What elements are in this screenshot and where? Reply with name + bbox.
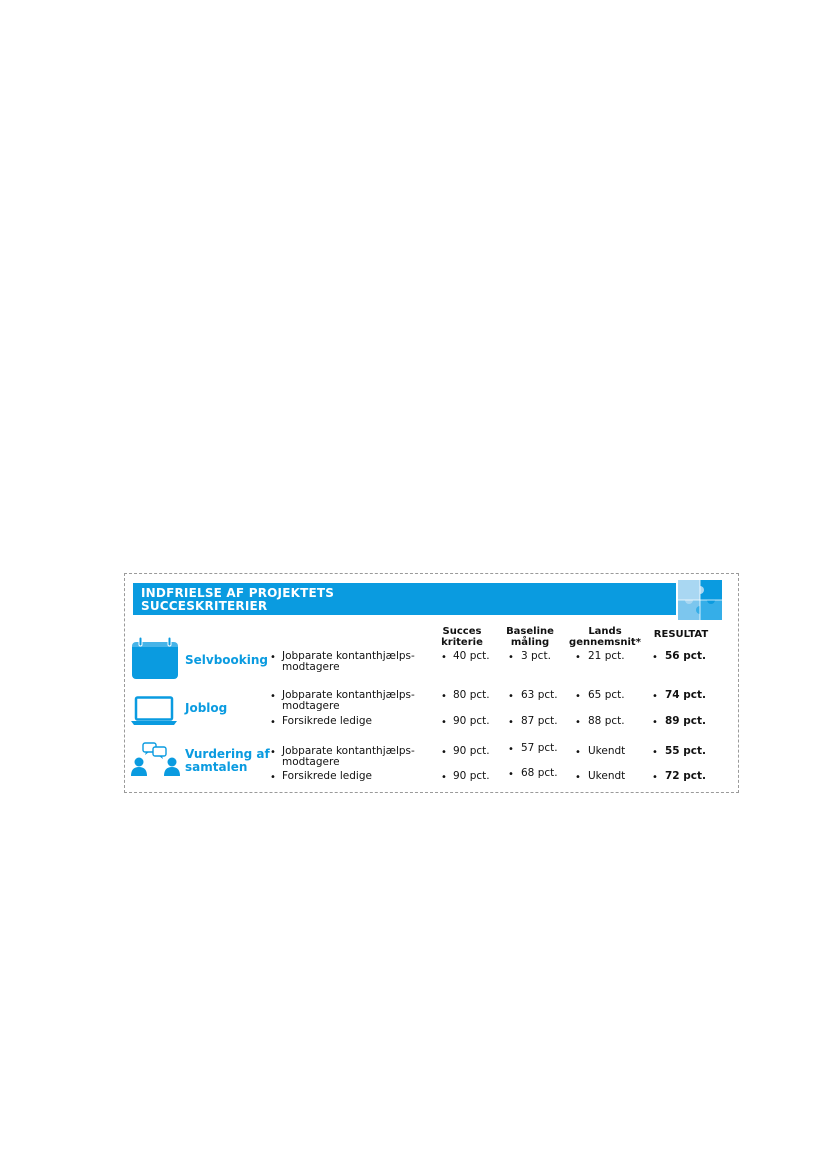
bullet: • <box>508 717 514 728</box>
group-label-cont: modtagere <box>282 756 340 768</box>
result-value: 55 pct. <box>665 745 707 757</box>
baseline-value: 3 pct. <box>521 650 551 662</box>
group-label: Forsikrede ledige <box>282 770 372 782</box>
category-joblog: Joblog <box>185 701 228 715</box>
bullet: • <box>441 772 447 783</box>
bullet: • <box>652 747 658 758</box>
banner-title-line1: INDFRIELSE AF PROJEKTETS <box>141 586 335 600</box>
group-label: Jobparate kontanthjælps- <box>282 745 415 757</box>
puzzle-icon <box>678 580 722 620</box>
lands-value: Ukendt <box>588 745 626 757</box>
group-label: Jobparate kontanthjælps- <box>282 650 415 662</box>
bullet: • <box>270 747 276 758</box>
bullet: • <box>508 769 514 780</box>
header-succes-kriterie: Succes kriterie <box>441 626 483 648</box>
baseline-value: 68 pct. <box>521 767 558 779</box>
bullet: • <box>508 691 514 702</box>
category-vurdering: Vurdering af samtalen <box>185 747 270 774</box>
succes-value: 80 pct. <box>453 689 490 701</box>
succes-value: 90 pct. <box>453 745 490 757</box>
lands-value: 88 pct. <box>588 715 625 727</box>
bullet: • <box>575 717 581 728</box>
bullet: • <box>575 652 581 663</box>
bullet: • <box>652 691 658 702</box>
bullet: • <box>441 717 447 728</box>
laptop-icon <box>130 696 178 726</box>
bullet: • <box>441 691 447 702</box>
lands-value: Ukendt <box>588 770 626 782</box>
baseline-value: 57 pct. <box>521 742 558 754</box>
bullet: • <box>575 772 581 783</box>
result-value: 72 pct. <box>665 770 707 782</box>
bullet: • <box>652 652 658 663</box>
bullet: • <box>652 772 658 783</box>
baseline-value: 87 pct. <box>521 715 558 727</box>
bullet: • <box>270 691 276 702</box>
section-banner <box>133 583 676 615</box>
header-lands-gennemsnit: Lands gennemsnit* <box>569 626 641 648</box>
calendar-icon <box>131 636 179 680</box>
succes-value: 90 pct. <box>453 715 490 727</box>
result-value: 89 pct. <box>665 715 707 727</box>
succes-value: 90 pct. <box>453 770 490 782</box>
category-selvbooking: Selvbooking <box>185 653 269 667</box>
bullet: • <box>270 652 276 663</box>
lands-value: 21 pct. <box>588 650 625 662</box>
group-label-cont: modtagere <box>282 700 340 712</box>
bullet: • <box>441 652 447 663</box>
bullet: • <box>575 747 581 758</box>
group-label: Jobparate kontanthjælps- <box>282 689 415 701</box>
bullet: • <box>652 717 658 728</box>
bullet: • <box>575 691 581 702</box>
conversation-icon <box>130 742 182 776</box>
header-resultat: RESULTAT <box>653 629 709 640</box>
banner-title-line2: SUCCESKRITERIER <box>141 599 268 613</box>
group-label-cont: modtagere <box>282 661 340 673</box>
succes-value: 40 pct. <box>453 650 490 662</box>
result-value: 56 pct. <box>665 650 707 662</box>
group-label: Forsikrede ledige <box>282 715 372 727</box>
bullet: • <box>441 747 447 758</box>
result-value: 74 pct. <box>665 689 707 701</box>
bullet: • <box>270 772 276 783</box>
header-baseline-maaling: Baseline måling <box>506 626 554 648</box>
lands-value: 65 pct. <box>588 689 625 701</box>
bullet: • <box>508 744 514 755</box>
baseline-value: 63 pct. <box>521 689 558 701</box>
bullet: • <box>508 652 514 663</box>
bullet: • <box>270 717 276 728</box>
